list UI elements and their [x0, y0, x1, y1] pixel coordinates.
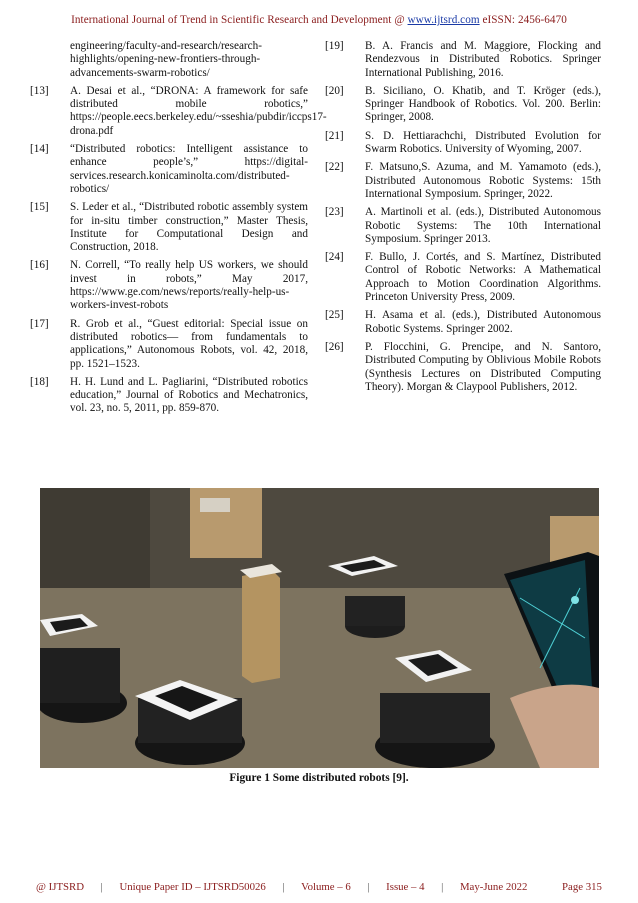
footer-sep: | — [282, 881, 285, 893]
footer-date: May-June 2022 — [459, 881, 528, 893]
reference-number: [20] — [325, 84, 344, 97]
reference-item — [30, 143, 308, 196]
footer-sep: | — [367, 881, 370, 893]
reference-continuation: engineering/faculty-and-research/research-highlights/opening-new-frontiers-through-advancements-swarm-robotics/ — [70, 40, 262, 79]
reference-text: “Distributed robotics: Intelligent assistance to enhance people’s,” https://digital-services.research.konicaminolta.com/distributed-robotics/ — [70, 143, 308, 195]
journal-site-link[interactable]: www.ijtsrd.com — [407, 14, 480, 26]
footer-paper-id: Unique Paper ID – IJTSRD50026 — [119, 881, 266, 893]
reference-text: A. Martinoli et al. (eds.), Distributed Autonomous Robotic Systems: The 10th International Symposium. Springer 2013. — [365, 206, 601, 245]
reference-item — [325, 341, 601, 394]
reference-number: [15] — [30, 201, 49, 214]
reference-item — [325, 206, 601, 246]
reference-number: [26] — [325, 340, 344, 353]
figure-caption: Figure 1 Some distributed robots [9]. — [229, 772, 409, 784]
reference-item — [325, 161, 601, 201]
reference-text: A. Desai et al., “DRONA: A framework for safe distributed mobile robotics,” https://people.eecs.berkeley.edu/~sseshia/pubdir/iccps17-drona.pdf — [70, 84, 327, 137]
reference-item — [325, 309, 601, 336]
reference-number: [24] — [325, 251, 344, 264]
reference-number: [14] — [30, 143, 49, 156]
reference-text: N. Correll, “To really help US workers, we should invest in robots,” May 2017, https://www.ge.com/news/reports/really-help-us-workers-invest-robots — [70, 259, 308, 312]
footer-journal: @ IJTSRD — [36, 881, 85, 893]
robots-photo-illustration — [40, 488, 599, 768]
reference-item — [30, 376, 308, 416]
reference-list-right — [325, 40, 601, 394]
reference-number: [17] — [30, 317, 49, 330]
reference-item — [30, 259, 308, 312]
reference-item — [325, 130, 601, 157]
reference-text: P. Flocchini, G. Prencipe, and N. Santoro, Distributed Computing by Oblivious Mobile Robots (Synthesis Lectures on Distributed Computing Theory). Morgan & Claypool Publishers, 2012. — [365, 340, 601, 393]
reference-number: [22] — [325, 161, 344, 174]
reference-number: [18] — [30, 375, 49, 388]
reference-text: S. Leder et al., “Distributed robotic assembly system for in-situ timber construction,” Master Thesis, Institute for Computational Design and Construction, 2018. — [70, 201, 308, 254]
left-column — [30, 40, 327, 421]
reference-text: H. H. Lund and L. Pagliarini, “Distributed robotics education,” Journal of Robotics and Mechatronics, vol. 23, no. 5, 2011, pp. 859-870. — [70, 375, 308, 415]
footer-sep: | — [100, 881, 103, 893]
reference-text: F. Bullo, J. Cortés, and S. Martínez, Distributed Control of Robotic Networks: A Mathematical Approach to Motion Coordination Algorithms. Princeton University Press, 2009. — [365, 251, 601, 304]
reference-number: [13] — [30, 84, 49, 97]
reference-item — [325, 85, 601, 125]
reference-text: R. Grob et al., “Guest editorial: Special issue on distributed robotics— from fundamentals to applications,” Autonomous Robots, vol. 42, 2018, pp. 1521–1523. — [70, 317, 308, 370]
footer-volume: Volume – 6 — [301, 881, 351, 893]
journal-header — [0, 14, 638, 26]
footer-sep: | — [441, 881, 444, 893]
reference-number: [16] — [30, 259, 49, 272]
reference-item — [30, 318, 308, 371]
footer-issue: Issue – 4 — [386, 881, 425, 893]
reference-text: B. A. Francis and M. Maggiore, Flocking and Rendezvous in Distributed Robotics. Springer International Publishing, 2016. — [365, 40, 601, 79]
reference-item — [325, 251, 601, 304]
page-footer — [36, 881, 602, 893]
reference-text: F. Matsuno,S. Azuma, and M. Yamamoto (eds.), Distributed Autonomous Robotic Systems: 15th International Symposium. Springer, 2022. — [365, 161, 601, 200]
robots-photo — [40, 488, 599, 768]
journal-name: International Journal of Trend in Scientific Research and Development @ — [71, 14, 405, 26]
reference-text: S. D. Hettiarachchi, Distributed Evolution for Swarm Robotics. University of Wyoming, 2007. — [365, 129, 601, 156]
right-column — [325, 40, 601, 399]
reference-number: [25] — [325, 309, 344, 322]
reference-number: [21] — [325, 129, 344, 142]
reference-number: [23] — [325, 206, 344, 219]
footer-page: Page 315 — [562, 881, 602, 893]
reference-item — [30, 84, 327, 138]
reference-text: B. Siciliano, O. Khatib, and T. Kröger (eds.), Springer Handbook of Robotics. Vol. 200. Berlin: Springer, 2008. — [365, 84, 601, 124]
reference-text: H. Asama et al. (eds.), Distributed Autonomous Robotic Systems. Springer 2002. — [365, 309, 601, 335]
reference-number: [19] — [325, 40, 344, 52]
journal-issn: eISSN: 2456-6470 — [482, 14, 567, 26]
reference-list-left — [30, 84, 327, 416]
reference-item — [325, 40, 601, 80]
reference-item — [30, 201, 308, 254]
